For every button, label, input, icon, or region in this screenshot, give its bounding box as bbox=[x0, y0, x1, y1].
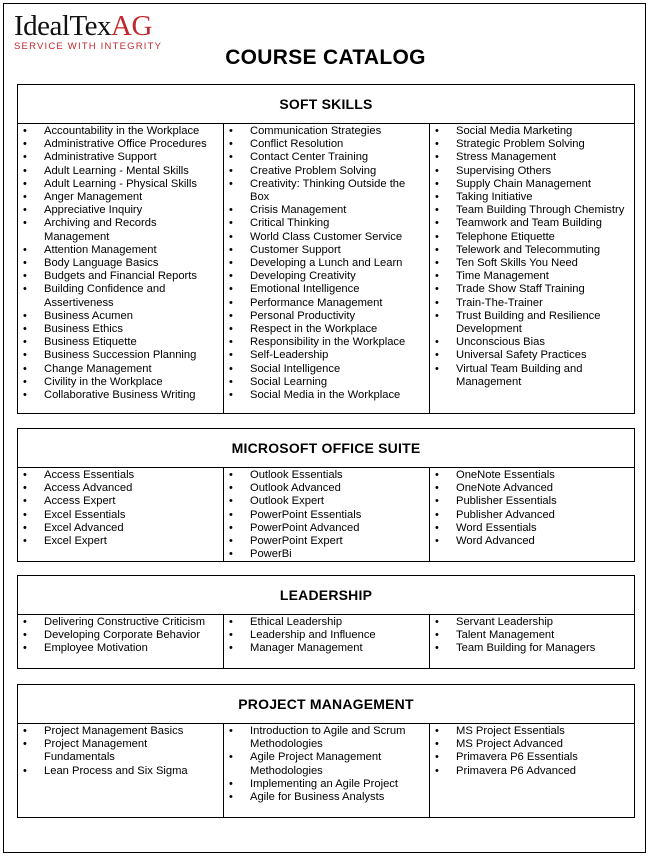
section-leadership bbox=[17, 575, 635, 669]
course-item: • Time Management bbox=[430, 270, 634, 283]
course-item: • Primavera P6 Essentials bbox=[430, 751, 634, 764]
course-item: • Primavera P6 Advanced bbox=[430, 765, 634, 778]
section-heading: MICROSOFT OFFICE SUITE bbox=[17, 428, 635, 468]
course-item: • Supervising Others bbox=[430, 165, 634, 178]
course-item: • Project Management Basics bbox=[18, 725, 223, 738]
course-item: • Access Advanced bbox=[18, 482, 223, 495]
course-column bbox=[223, 724, 429, 817]
course-item: • Ethical Leadership bbox=[224, 616, 429, 629]
course-list bbox=[224, 125, 429, 402]
course-item: • Word Advanced bbox=[430, 535, 634, 548]
course-item: • Publisher Essentials bbox=[430, 495, 634, 508]
course-list bbox=[18, 469, 223, 548]
course-item: • Archiving and Records Management bbox=[18, 217, 223, 243]
course-item: • Agile for Business Analysts bbox=[224, 791, 429, 804]
course-list bbox=[430, 725, 634, 778]
course-columns bbox=[17, 724, 635, 818]
course-item: • Crisis Management bbox=[224, 204, 429, 217]
course-item: • Building Confidence and Assertiveness bbox=[18, 283, 223, 309]
course-item: • Conflict Resolution bbox=[224, 138, 429, 151]
course-item: • Agile Project Management Methodologies bbox=[224, 751, 429, 777]
course-item: • Developing Creativity bbox=[224, 270, 429, 283]
course-item: • Social Media in the Workplace bbox=[224, 389, 429, 402]
course-item: • Universal Safety Practices bbox=[430, 349, 634, 362]
course-item: • Introduction to Agile and Scrum Methodologies bbox=[224, 725, 429, 751]
course-item: • Accountability in the Workplace bbox=[18, 125, 223, 138]
section-project-management bbox=[17, 684, 635, 818]
page-title: COURSE CATALOG bbox=[225, 46, 426, 69]
course-item: • Delivering Constructive Criticism bbox=[18, 616, 223, 629]
course-item: • Business Ethics bbox=[18, 323, 223, 336]
course-item: • Adult Learning - Mental Skills bbox=[18, 165, 223, 178]
course-item: • Customer Support bbox=[224, 244, 429, 257]
course-item: • PowerPoint Advanced bbox=[224, 522, 429, 535]
course-list bbox=[224, 725, 429, 804]
course-item: • Strategic Problem Solving bbox=[430, 138, 634, 151]
course-item: • Developing a Lunch and Learn bbox=[224, 257, 429, 270]
course-item: • PowerBi bbox=[224, 548, 429, 561]
course-column bbox=[429, 615, 634, 668]
section-heading: PROJECT MANAGEMENT bbox=[17, 684, 635, 724]
course-item: • Servant Leadership bbox=[430, 616, 634, 629]
course-list bbox=[18, 725, 223, 778]
course-item: • Collaborative Business Writing bbox=[18, 389, 223, 402]
course-item: • Outlook Advanced bbox=[224, 482, 429, 495]
course-list bbox=[224, 616, 429, 656]
course-item: • MS Project Essentials bbox=[430, 725, 634, 738]
course-item: • Taking Initiative bbox=[430, 191, 634, 204]
course-item: • Critical Thinking bbox=[224, 217, 429, 230]
course-column bbox=[429, 468, 634, 561]
course-column bbox=[18, 124, 223, 413]
course-item: • Social Learning bbox=[224, 376, 429, 389]
course-item: • Change Management bbox=[18, 363, 223, 376]
course-item: • Outlook Essentials bbox=[224, 469, 429, 482]
course-column bbox=[429, 724, 634, 817]
course-item: • Virtual Team Building and Management bbox=[430, 363, 634, 389]
course-item: • Word Essentials bbox=[430, 522, 634, 535]
course-item: • Excel Essentials bbox=[18, 509, 223, 522]
course-item: • Performance Management bbox=[224, 297, 429, 310]
course-item: • Leadership and Influence bbox=[224, 629, 429, 642]
course-item: • Lean Process and Six Sigma bbox=[18, 765, 223, 778]
course-item: • Excel Advanced bbox=[18, 522, 223, 535]
course-item: • Unconscious Bias bbox=[430, 336, 634, 349]
course-item: • Outlook Expert bbox=[224, 495, 429, 508]
course-list bbox=[224, 469, 429, 561]
course-item: • Social Media Marketing bbox=[430, 125, 634, 138]
course-item: • OneNote Advanced bbox=[430, 482, 634, 495]
course-item: • Emotional Intelligence bbox=[224, 283, 429, 296]
course-item: • Train-The-Trainer bbox=[430, 297, 634, 310]
course-column bbox=[429, 124, 634, 413]
course-item: • Stress Management bbox=[430, 151, 634, 164]
course-column bbox=[18, 615, 223, 668]
course-item: • Personal Productivity bbox=[224, 310, 429, 323]
course-item: • Telework and Telecommuting bbox=[430, 244, 634, 257]
course-list bbox=[430, 469, 634, 548]
course-list bbox=[430, 125, 634, 389]
course-item: • Creativity: Thinking Outside the Box bbox=[224, 178, 429, 204]
course-list bbox=[18, 616, 223, 656]
course-item: • Self-Leadership bbox=[224, 349, 429, 362]
course-item: • Talent Management bbox=[430, 629, 634, 642]
course-column bbox=[223, 468, 429, 561]
course-item: • Business Acumen bbox=[18, 310, 223, 323]
course-item: • Business Etiquette bbox=[18, 336, 223, 349]
course-item: • Adult Learning - Physical Skills bbox=[18, 178, 223, 191]
course-column bbox=[18, 724, 223, 817]
course-item: • Business Succession Planning bbox=[18, 349, 223, 362]
course-item: • Trust Building and Resilience Development bbox=[430, 310, 634, 336]
course-item: • Body Language Basics bbox=[18, 257, 223, 270]
course-item: • PowerPoint Essentials bbox=[224, 509, 429, 522]
course-item: • Manager Management bbox=[224, 642, 429, 655]
section-soft-skills bbox=[17, 84, 635, 414]
section-heading: SOFT SKILLS bbox=[17, 84, 635, 124]
course-column bbox=[18, 468, 223, 561]
course-columns bbox=[17, 468, 635, 562]
course-item: • Civility in the Workplace bbox=[18, 376, 223, 389]
course-column bbox=[223, 124, 429, 413]
logo-name: IdealTex bbox=[14, 10, 112, 42]
course-item: • Administrative Support bbox=[18, 151, 223, 164]
logo-tagline: SERVICE WITH INTEGRITY bbox=[14, 41, 163, 52]
course-item: • Telephone Etiquette bbox=[430, 231, 634, 244]
course-item: • MS Project Advanced bbox=[430, 738, 634, 751]
course-item: • Teamwork and Team Building bbox=[430, 217, 634, 230]
course-item: • Contact Center Training bbox=[224, 151, 429, 164]
course-item: • Creative Problem Solving bbox=[224, 165, 429, 178]
course-item: • Responsibility in the Workplace bbox=[224, 336, 429, 349]
course-item: • Communication Strategies bbox=[224, 125, 429, 138]
course-item: • Trade Show Staff Training bbox=[430, 283, 634, 296]
course-item: • Implementing an Agile Project bbox=[224, 778, 429, 791]
course-item: • Publisher Advanced bbox=[430, 509, 634, 522]
section-heading: LEADERSHIP bbox=[17, 575, 635, 615]
course-item: • Administrative Office Procedures bbox=[18, 138, 223, 151]
course-list bbox=[18, 125, 223, 402]
course-item: • Excel Expert bbox=[18, 535, 223, 548]
course-item: • Respect in the Workplace bbox=[224, 323, 429, 336]
course-item: • Appreciative Inquiry bbox=[18, 204, 223, 217]
course-item: • Access Essentials bbox=[18, 469, 223, 482]
course-item: • Social Intelligence bbox=[224, 363, 429, 376]
course-item: • Developing Corporate Behavior bbox=[18, 629, 223, 642]
course-column bbox=[223, 615, 429, 668]
logo-accent: AG bbox=[111, 10, 152, 42]
course-item: • Project Management Fundamentals bbox=[18, 738, 223, 764]
course-item: • Anger Management bbox=[18, 191, 223, 204]
course-item: • World Class Customer Service bbox=[224, 231, 429, 244]
course-list bbox=[430, 616, 634, 656]
course-item: • Ten Soft Skills You Need bbox=[430, 257, 634, 270]
section-microsoft-office-suite bbox=[17, 428, 635, 562]
course-item: • Access Expert bbox=[18, 495, 223, 508]
course-item: • Team Building for Managers bbox=[430, 642, 634, 655]
course-item: • Employee Motivation bbox=[18, 642, 223, 655]
course-item: • PowerPoint Expert bbox=[224, 535, 429, 548]
course-item: • Budgets and Financial Reports bbox=[18, 270, 223, 283]
course-item: • OneNote Essentials bbox=[430, 469, 634, 482]
course-item: • Team Building Through Chemistry bbox=[430, 204, 634, 217]
course-columns bbox=[17, 124, 635, 414]
course-item: • Supply Chain Management bbox=[430, 178, 634, 191]
course-item: • Attention Management bbox=[18, 244, 223, 257]
course-columns bbox=[17, 615, 635, 669]
